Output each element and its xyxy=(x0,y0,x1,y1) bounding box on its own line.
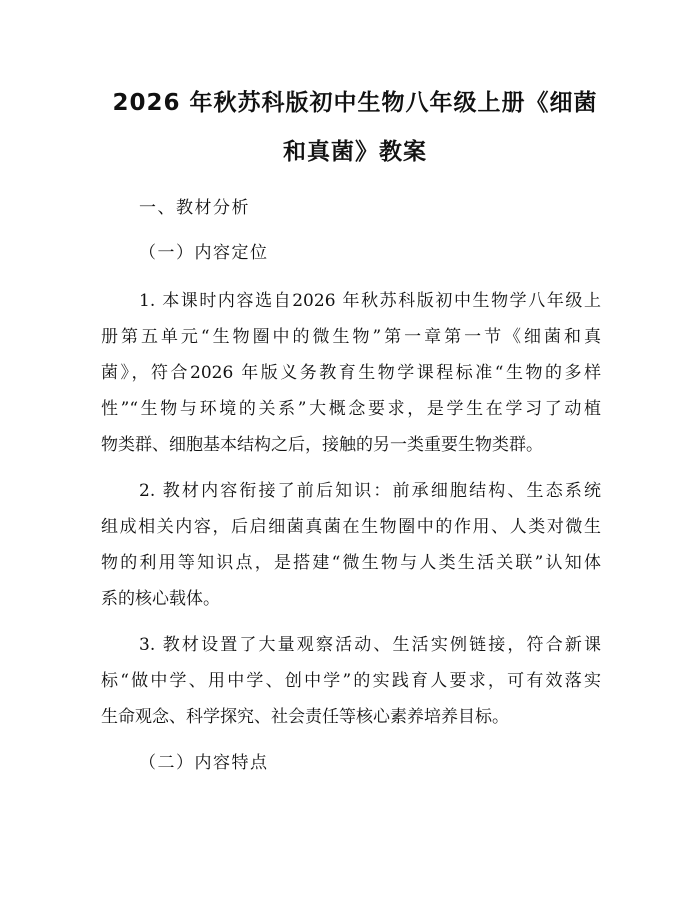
subheading-content-features: （二）内容特点 xyxy=(139,753,269,773)
paragraph-line: 物类群、细胞基本结构之后，接触的另一类重要生物类群。 xyxy=(101,435,543,455)
paragraph-line: 性”“生物与环境的关系”大概念要求，是学生在学习了动植 xyxy=(101,399,601,419)
paragraph-2 xyxy=(101,473,601,617)
paragraph-line: 1. 本课时内容选自2026 年秋苏科版初中生物学八年级上 xyxy=(139,291,601,311)
paragraph-line: 组成相关内容，后启细菌真菌在生物圈中的作用、人类对微生 xyxy=(101,517,601,537)
paragraph-line: 菌》，符合2026 年版义务教育生物学课程标准“生物的多样 xyxy=(101,363,601,383)
paragraph-1 xyxy=(101,283,601,463)
paragraph-line: 物的利用等知识点，是搭建“微生物与人类生活关联”认知体 xyxy=(101,553,601,573)
paragraph-line: 2. 教材内容衔接了前后知识：前承细胞结构、生态系统 xyxy=(139,481,601,501)
document-title-line-2: 和真菌》教案 xyxy=(283,139,427,165)
paragraph-line: 标“做中学、用中学、创中学”的实践育人要求，可有效落实 xyxy=(101,671,601,691)
paragraph-line: 系的核心载体。 xyxy=(101,589,220,609)
paragraph-line: 册第五单元“生物圈中的微生物”第一章第一节《细菌和真 xyxy=(101,327,601,347)
section-heading-teaching-material-analysis: 一、教材分析 xyxy=(139,198,250,218)
paragraph-line: 3. 教材设置了大量观察活动、生活实例链接，符合新课 xyxy=(139,635,601,655)
paragraph-3 xyxy=(101,627,601,735)
paragraph-line: 生命观念、科学探究、社会责任等核心素养培养目标。 xyxy=(101,707,509,727)
subheading-content-positioning: （一）内容定位 xyxy=(139,243,269,263)
document-title-line-1: 2026 年秋苏科版初中生物八年级上册《细菌 xyxy=(112,90,598,116)
